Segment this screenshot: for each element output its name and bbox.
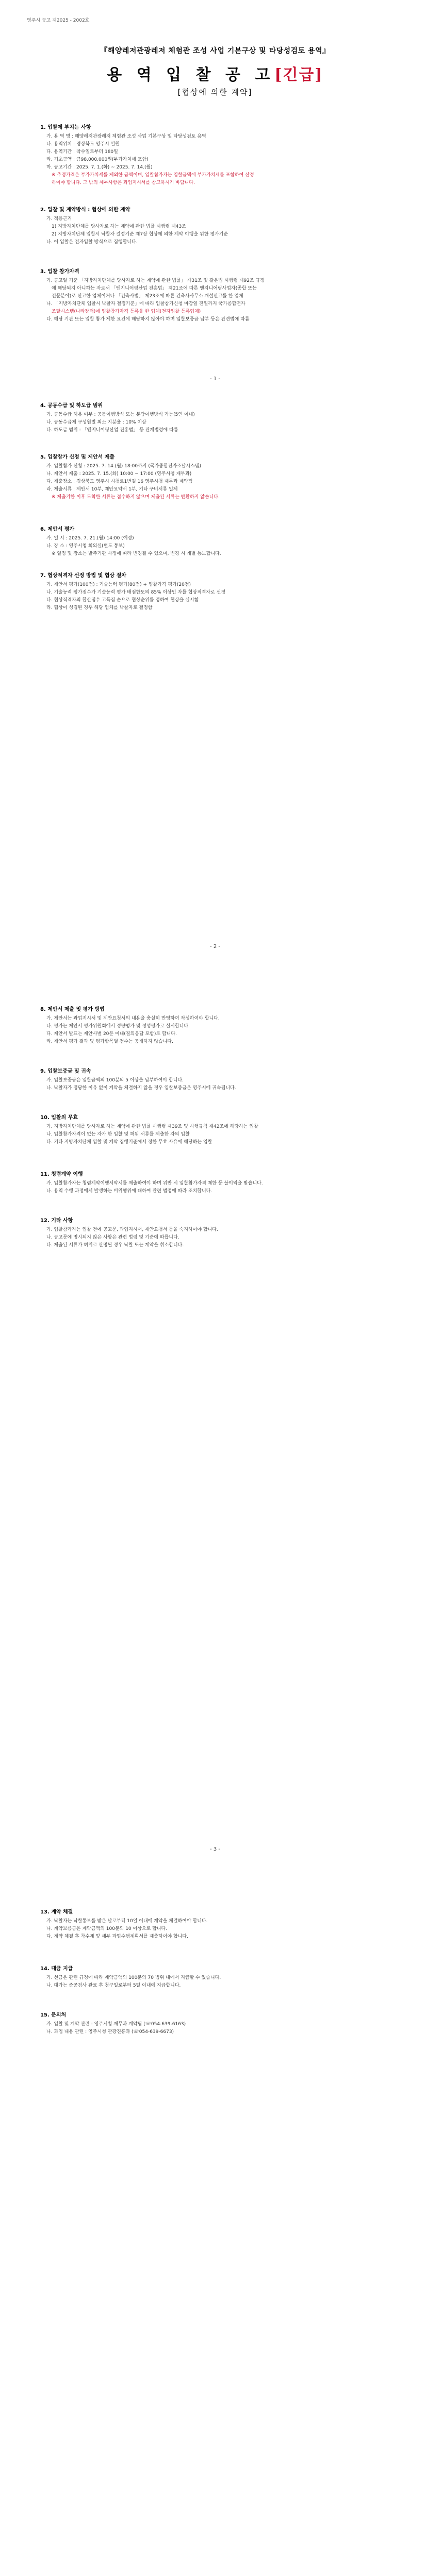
section-bid-bond: 9. 입찰보증금 및 귀속 가. 입찰보증금은 입찰금액의 100분의 5 이상을 납부하여야 합니다. 나. 낙찰자가 정당한 이유 없이 계약을 체결하지 않을 경우 입찰보증금은 영주시에 귀속됩니다. <box>40 1069 236 1091</box>
section-contract-method: 2. 입찰 및 계약방식 : 협상에 의한 계약 가. 적용근거 1) 지방자치단체를 당사자로 하는 계약에 관한 법률 시행령 제43조 2) 지방자치단체 입찰시 낙찰자 결정기준 제7장 협상에 의한 계약 이행을 위한 평가기준 나. 이 입찰은 전자입찰 방식으로 집행합니다. <box>40 207 228 245</box>
page-number: - 3 - <box>210 1846 220 1852</box>
section-submission: 5. 입찰참가 신청 및 제안서 제출 가. 입찰참가 신청 : 2025. 7. 14.(월) 18:00까지 (국가종합전자조달시스템) 나. 제안서 제출 : 2025. 7. 15.(화) 10:00 ~ 17:00 (영주시청 재무과) 다. 제출장소 : 경상북도 영주시 시청로1번길 16 영주시청 재무과 계약팀 라. 제출서류 : 제안서 10부, 제안요약서 1부, 기타 구비서류 일체 ※ 제출기한 이후 도착한 서류는 접수하지 않으며 제출된 서류는 반환하지 않습니다. <box>40 454 220 500</box>
page-1 <box>0 0 426 896</box>
section-qualification: 3. 입찰 참가자격 가. 공고일 기준 「지방자치단체를 당사자로 하는 계약에 관한 법률」 제31조 및 같은법 시행령 제92조 규정 에 해당되지 아니하는 자로서 「엔지니어링산업 진흥법」 제21조에 따른 엔지니어링사업자(종합 또는 전문분야)로 신고한 업체이거나 「건축사법」 제23조에 따른 건축사사무소 개설신고를 한 업체 나. 「지방자치단체 입찰시 낙찰자 결정기준」에 따라 입찰참가신청 마감일 전일까지 국가종합전자 조달시스템(나라장터)에 입찰참가자격 등록을 한 업체(전자입찰 등록업체) 다. 해당 기관 또는 입찰 참가 제한 요건에 해당하지 않아야 하며 입찰보증금 납부 등은 관련법에 따름 <box>40 269 265 322</box>
section-proposal: 8. 제안서 제출 및 평가 방법 가. 제안서는 과업지시서 및 제안요청서의 내용을 충실히 반영하여 작성하여야 합니다. 나. 평가는 제안서 평가위원회에서 정량평가 및 정성평가로 실시합니다. 다. 제안서 발표는 제안사별 20분 이내(질의응답 포함)로 합니다. 라. 제안서 평가 결과 및 평가항목별 점수는 공개하지 않습니다. <box>40 1007 220 1044</box>
section-integrity: 11. 청렴계약 이행 가. 입찰참가자는 청렴계약이행서약서를 제출하여야 하며 위반 시 입찰참가자격 제한 등 불이익을 받습니다. 나. 용역 수행 과정에서 발생하는 비위행위에 대하여 관련 법령에 따라 조치합니다. <box>40 1172 263 1194</box>
section-negotiation: 7. 협상적격자 선정 방법 및 협상 절차 가. 제안서 평가(100점) : 기술능력 평가(80점) + 입찰가격 평가(20점) 나. 기술능력 평가점수가 기술능력 평가 배점한도의 85% 이상인 자를 협상적격자로 선정 다. 협상적격자의 합산점수 고득점 순으로 협상순위를 정하여 협상을 실시함 라. 협상이 성립된 경우 해당 업체를 낙찰자로 결정함 <box>40 573 226 611</box>
section-items: 1. 입찰에 부치는 사항 가. 용 역 명 : 해양레저관광레저 체험관 조성 사업 기본구상 및 타당성검토 용역 나. 용역위치 : 경상북도 영주시 일원 다. 용역기간 : 착수일로부터 180일 라. 기초금액 : 금98,000,000원(부가가치세 포함) 마. 공고기간 : 2025. 7. 1.(화) ~ 2025. 7. 14.(월) ※ 추정가격은 부가가치세를 제외한 금액이며, 입찰참가자는 입찰금액에 부가가치세를 포함하여 산정 하여야 합니다. 그 밖의 세부사항은 과업지시서를 참고하시기 바랍니다. <box>40 125 254 185</box>
page-3 <box>0 1805 426 2576</box>
notice-number: 영주시 공고 제2025 - 2002호 <box>27 18 90 23</box>
section-contact: 15. 문의처 가. 입찰 및 계약 관련 : 영주시청 재무과 계약팀 (☏054-639-6163) 나. 과업 내용 관련 : 영주시청 관광진흥과 (☏054-639-6673) <box>40 2012 186 2035</box>
section-other-matters: 12. 기타 사항 가. 입찰참가자는 입찰 전에 공고문, 과업지시서, 제안요청서 등을 숙지하여야 합니다. 나. 공고문에 명시되지 않은 사항은 관련 법령 및 기준에 따릅니다. 다. 제출된 서류가 허위로 판명될 경우 낙찰 또는 계약을 취소합니다. <box>40 1218 218 1248</box>
project-title: 『해양레저관광레저 체험관 조성 사업 기본구상 및 타당성검토 용역』 <box>100 47 330 55</box>
section-payment: 14. 대금 지급 가. 선금은 관련 규정에 따라 계약금액의 100분의 70 범위 내에서 지급할 수 있습니다. 나. 대가는 준공검사 완료 후 청구일로부터 5일 이내에 지급합니다. <box>40 1966 221 1988</box>
section-joint-contract: 4. 공동수급 및 하도급 범위 가. 공동수급 허용 여부 : 공동이행방식 또는 분담이행방식 가능(5인 이내) 나. 공동수급체 구성원별 최소 지분율 : 10% 이상 다. 하도급 범위 : 「엔지니어링산업 진흥법」 등 관계법령에 따름 <box>40 403 195 433</box>
section-invalid-bid: 10. 입찰의 무효 가. 지방자치단체를 당사자로 하는 계약에 관한 법률 시행령 제39조 및 시행규칙 제42조에 해당하는 입찰 나. 입찰참가자격이 없는 자가 한 입찰 및 허위 서류를 제출한 자의 입찰 다. 기타 지방자치단체 입찰 및 계약 집행기준에서 정한 무효 사유에 해당하는 입찰 <box>40 1115 258 1145</box>
bid-notice-heading: 용 역 입 찰 공 고[긴급] <box>107 66 323 84</box>
section-contract: 13. 계약 체결 가. 낙찰자는 낙찰통보를 받은 날로부터 10일 이내에 계약을 체결하여야 합니다. 나. 계약보증금은 계약금액의 100분의 10 이상으로 합니다. 다. 계약 체결 후 착수계 및 세부 과업수행계획서를 제출하여야 합니다. <box>40 1909 208 1939</box>
section-evaluation: 6. 제안서 평가 가. 일 시 : 2025. 7. 21.(월) 14:00 (예정) 나. 장 소 : 영주시청 회의실(별도 통보) ※ 일정 및 장소는 발주기관 사정에 따라 변경될 수 있으며, 변경 시 개별 통보합니다. <box>40 527 221 556</box>
urgent-label: [긴급] <box>274 66 323 84</box>
page-number: - 2 - <box>210 944 220 950</box>
page-2 <box>0 903 426 1799</box>
contract-method-subhead: [협상에 의한 계약] <box>177 88 253 97</box>
page-number: - 1 - <box>210 376 220 382</box>
